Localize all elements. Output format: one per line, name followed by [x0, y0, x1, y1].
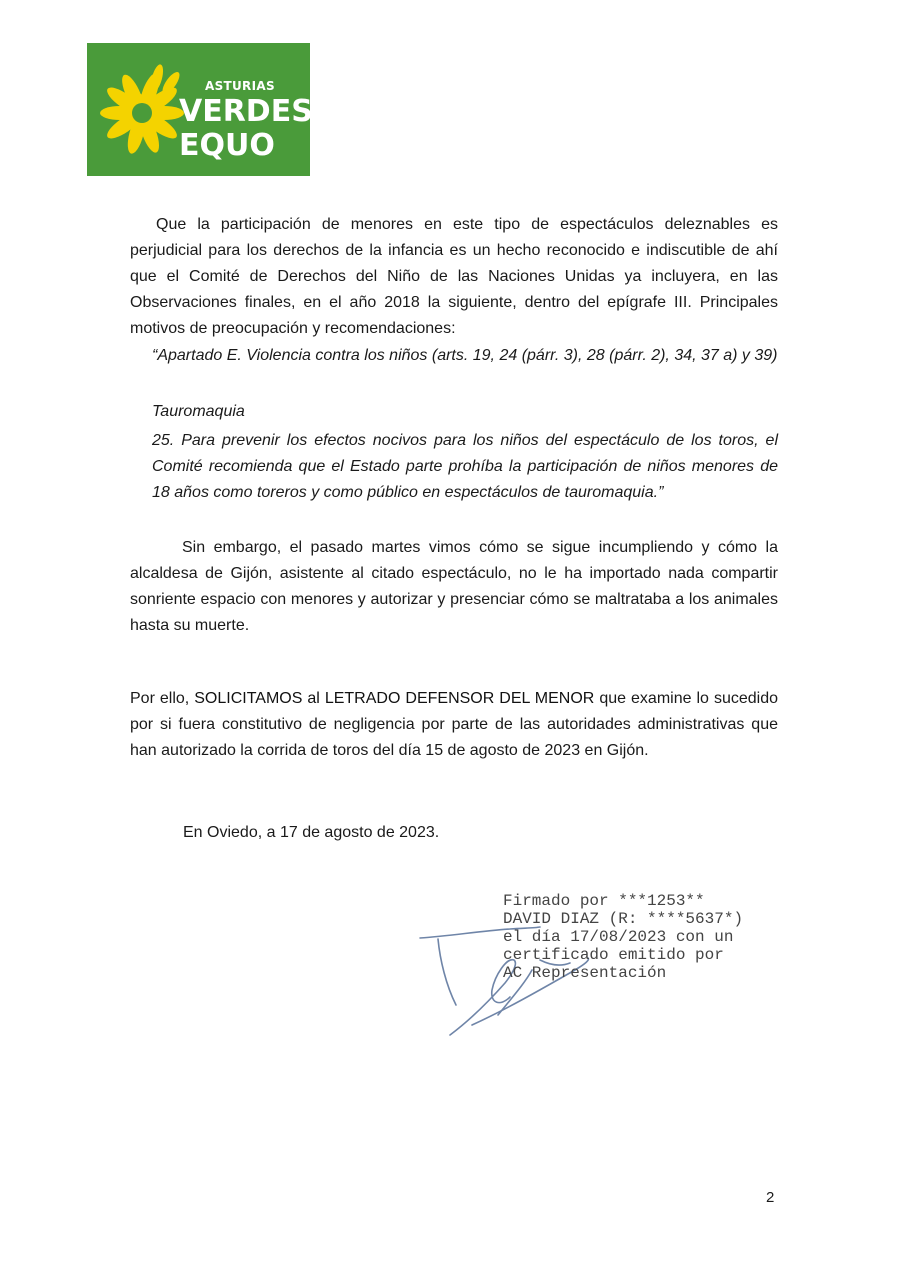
date-line: En Oviedo, a 17 de agosto de 2023. — [183, 824, 440, 841]
quote-heading: “Apartado E. Violencia contra los niños (arts. 19, 24 (párr. 3), 28 (párr. 2), 34, 37 a) y 39) — [152, 347, 778, 364]
logo-line-asturias: ASTURIAS — [205, 79, 275, 93]
page-number: 2 — [766, 1189, 775, 1206]
paragraph-context: Sin embargo, el pasado martes vimos cómo se sigue incumpliendo y cómo la alcaldesa de Gijón, asistente al citado espectáculo, no le ha importado nada compartir sonriente espacio con menores y autorizar y presenciar cómo se maltrataba a los animales hasta su muerte. — [130, 539, 778, 634]
logo-line-verdes: VERDES — [179, 94, 313, 129]
request-highlight: , SOLICITAMOS al LETRADO DEFENSOR DEL MENOR — [184, 690, 595, 707]
request-end: que examine lo sucedido por si fuera constitutivo de negligencia por parte de las autoridades administrativas que han autorizado la corrida de toros del día 15 de agosto de 2023 en Gijón. — [130, 690, 778, 759]
request-start: Por ello — [130, 690, 185, 707]
quote-text: 25. Para prevenir los efectos nocivos para los niños del espectáculo de los toros, el Comité recomienda que el Estado parte prohíba la participación de niños menores de 18 años como toreros y como público en espectáculos de tauromaquia.” — [152, 432, 778, 501]
quote-subheading: Tauromaquia — [152, 403, 245, 420]
logo-line-equo: EQUO — [179, 128, 275, 163]
digital-signature-text: Firmado por ***1253** DAVID DIAZ (R: ****5637*) el día 17/08/2023 con un certificado emitido por AC Representación — [503, 892, 744, 982]
paragraph-request — [130, 686, 778, 764]
paragraph-intro: Que la participación de menores en este tipo de espectáculos deleznables es perjudicial para los derechos de la infancia es un hecho reconocido e indiscutible de ahí que el Comité de Derechos del Niño de las Naciones Unidas ya incluyera, en las Observaciones finales, en el año 2018 la siguiente, dentro del epígrafe III. Principales motivos de preocupación y recomendaciones: — [130, 216, 778, 337]
logo — [87, 43, 313, 176]
